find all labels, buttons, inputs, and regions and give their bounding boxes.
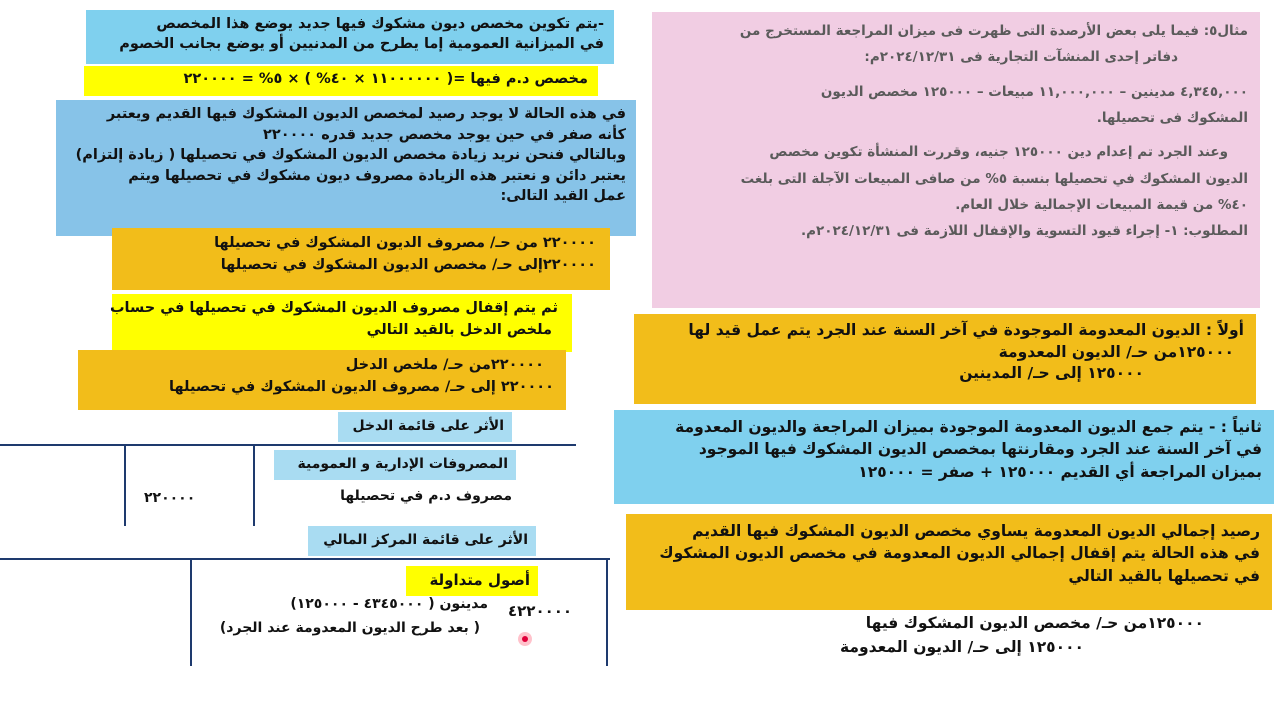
income-table-divider — [124, 444, 126, 526]
income-item: مصروف د.م في تحصيلها — [340, 488, 512, 504]
provision-entry-line: ٢٢٠٠٠٠إلى حـ/ مخصص الديون المشكوك في تحصيلها — [220, 257, 596, 274]
income-table-top-rule — [0, 444, 576, 446]
new-provision-box — [86, 10, 614, 64]
case-line: وبالتالي فنحن نريد زيادة مخصص الديون المشكوك في تحصيلها ( زيادة إلتزام) — [75, 147, 626, 164]
position-item: مدينون ( ٤٣٤٥٠٠٠ - ١٢٥٠٠٠) — [290, 596, 488, 612]
case-line: يعتبر دائن و نعتبر هذه الزيادة مصروف ديون مشكوك في تحصيلها ويتم — [128, 167, 626, 184]
first-step-line: ١٢٥٠٠٠ إلى حـ/ المدينين — [959, 364, 1144, 383]
closing-note-box — [109, 294, 572, 352]
income-category: المصروفات الإدارية و العمومية — [274, 450, 516, 480]
case-line: عمل القيد التالى: — [500, 188, 626, 205]
example-line: ٤٠% من قيمة المبيعات الإجمالية خلال العام. — [955, 196, 1248, 213]
example-line: المشكوك فى تحصيلها. — [1096, 109, 1248, 126]
first-step-line: أولاً : الديون المعدومة الموجودة في آخر السنة عند الجرد يتم عمل قيد لها — [688, 321, 1244, 339]
second-step-box — [614, 410, 1274, 504]
position-amount: ٤٢٢٠٠٠٠ — [508, 602, 573, 620]
case-explanation-box — [56, 100, 636, 236]
example-line: دفاتر إحدى المنشآت التجارية فى ٢٠٢٤/١٢/٣١م: — [864, 49, 1178, 66]
closing-entry-credit: ١٢٥٠٠٠ إلى حـ/ الديون المعدومة — [839, 638, 1084, 656]
example-line: المطلوب: ١- إجراء قيود التسوية والإقفال اللازمة فى ٢٠٢٤/١٢/٣١م. — [801, 223, 1248, 240]
case-line: في هذه الحالة لا يوجد رصيد لمخصص الديون المشكوك فيها القديم ويعتبر — [106, 106, 626, 122]
position-table-divider — [190, 560, 192, 666]
provision-calc: مخصص د.م فيها =( ١١٠٠٠٠٠٠ × ٤٠% ) × ٥% = ٢٢٠٠٠٠ — [183, 71, 588, 87]
third-step-line: في تحصيلها بالقيد التالي — [1068, 566, 1260, 585]
closing-note-line: ملخص الدخل بالقيد التالي — [366, 321, 552, 338]
third-step-line: في هذه الحالة يتم إقفال إجمالي الديون المعدومة في مخصص الديون المشكوك — [659, 544, 1260, 563]
new-provision-line: -يتم تكوين مخصص ديون مشكوك فيها جديد يوضع هذا المخصص — [156, 16, 604, 32]
income-table-divider — [253, 444, 255, 526]
provision-entry-box — [112, 228, 610, 290]
income-close-line: ٢٢٠٠٠٠من حـ/ ملخص الدخل — [345, 357, 544, 373]
income-close-line: ٢٢٠٠٠٠ إلى حـ/ مصروف الديون المشكوك في تحصيلها — [169, 379, 554, 396]
third-step-box — [626, 514, 1272, 610]
position-category: أصول متداولة — [406, 566, 538, 596]
closing-note-line: ثم يتم إقفال مصروف الديون المشكوك في تحصيلها في حساب — [109, 300, 558, 316]
income-statement-title: الأثر على قائمة الدخل — [338, 412, 512, 442]
example-line: الديون المشكوك في تحصيلها بنسبة ٥% من صافى المبيعات الآجلة التى بلغت — [740, 170, 1248, 187]
income-amount: ٢٢٠٠٠٠ — [144, 490, 196, 506]
pointer-marker-icon — [518, 632, 532, 646]
example-line: مثال٥: فيما يلى بعض الأرصدة التى ظهرت فى ميزان المراجعة المستخرج من — [739, 23, 1248, 39]
income-close-entry-box — [78, 350, 566, 410]
new-provision-line: في الميزانية العمومية إما يطرح من المدنيين أو يوضع بجانب الخصوم — [119, 36, 604, 53]
provision-calc-box — [84, 66, 598, 96]
position-note: ( بعد طرح الديون المعدومة عند الجرد) — [219, 620, 480, 636]
example-line: وعند الجرد تم إعدام دين ١٢٥٠٠٠ جنيه، وقررت المنشأة تكوين مخصص — [769, 144, 1228, 161]
position-statement-title: الأثر على قائمة المركز المالي — [308, 526, 536, 556]
example-box — [652, 12, 1260, 308]
second-step-line: ثانياً : - يتم جمع الديون المعدومة الموجودة بميزان المراجعة والديون المعدومة — [675, 418, 1262, 436]
first-step-box — [634, 314, 1256, 404]
second-step-line: بميزان المراجعة أي القديم ١٢٥٠٠٠ + صفر = ١٢٥٠٠٠ — [858, 462, 1262, 481]
example-line: ٤,٣٤٥,٠٠٠ مدينين – ١١,٠٠٠,٠٠٠ مبيعات – ١٢٥٠٠٠ مخصص الديون — [820, 83, 1248, 100]
second-step-line: في آخر السنة عند الجرد ومقارنتها بمخصص الديون المشكوك فيها الموجود — [698, 440, 1262, 459]
first-step-line: ١٢٥٠٠٠من حـ/ الديون المعدومة — [998, 342, 1234, 361]
position-table-top-rule — [0, 558, 610, 560]
position-table-divider — [606, 560, 608, 666]
case-line: كأنه صفر في حين يوجد مخصص جديد قدره ٢٢٠٠٠٠ — [263, 126, 626, 143]
provision-entry-line: ٢٢٠٠٠٠ من حـ/ مصروف الديون المشكوك في تحصيلها — [214, 235, 596, 251]
closing-entry-debit: ١٢٥٠٠٠من حـ/ مخصص الديون المشكوك فيها — [865, 614, 1204, 632]
third-step-line: رصيد إجمالي الديون المعدومة يساوي مخصص الديون المشكوك فيها القديم — [692, 522, 1260, 540]
